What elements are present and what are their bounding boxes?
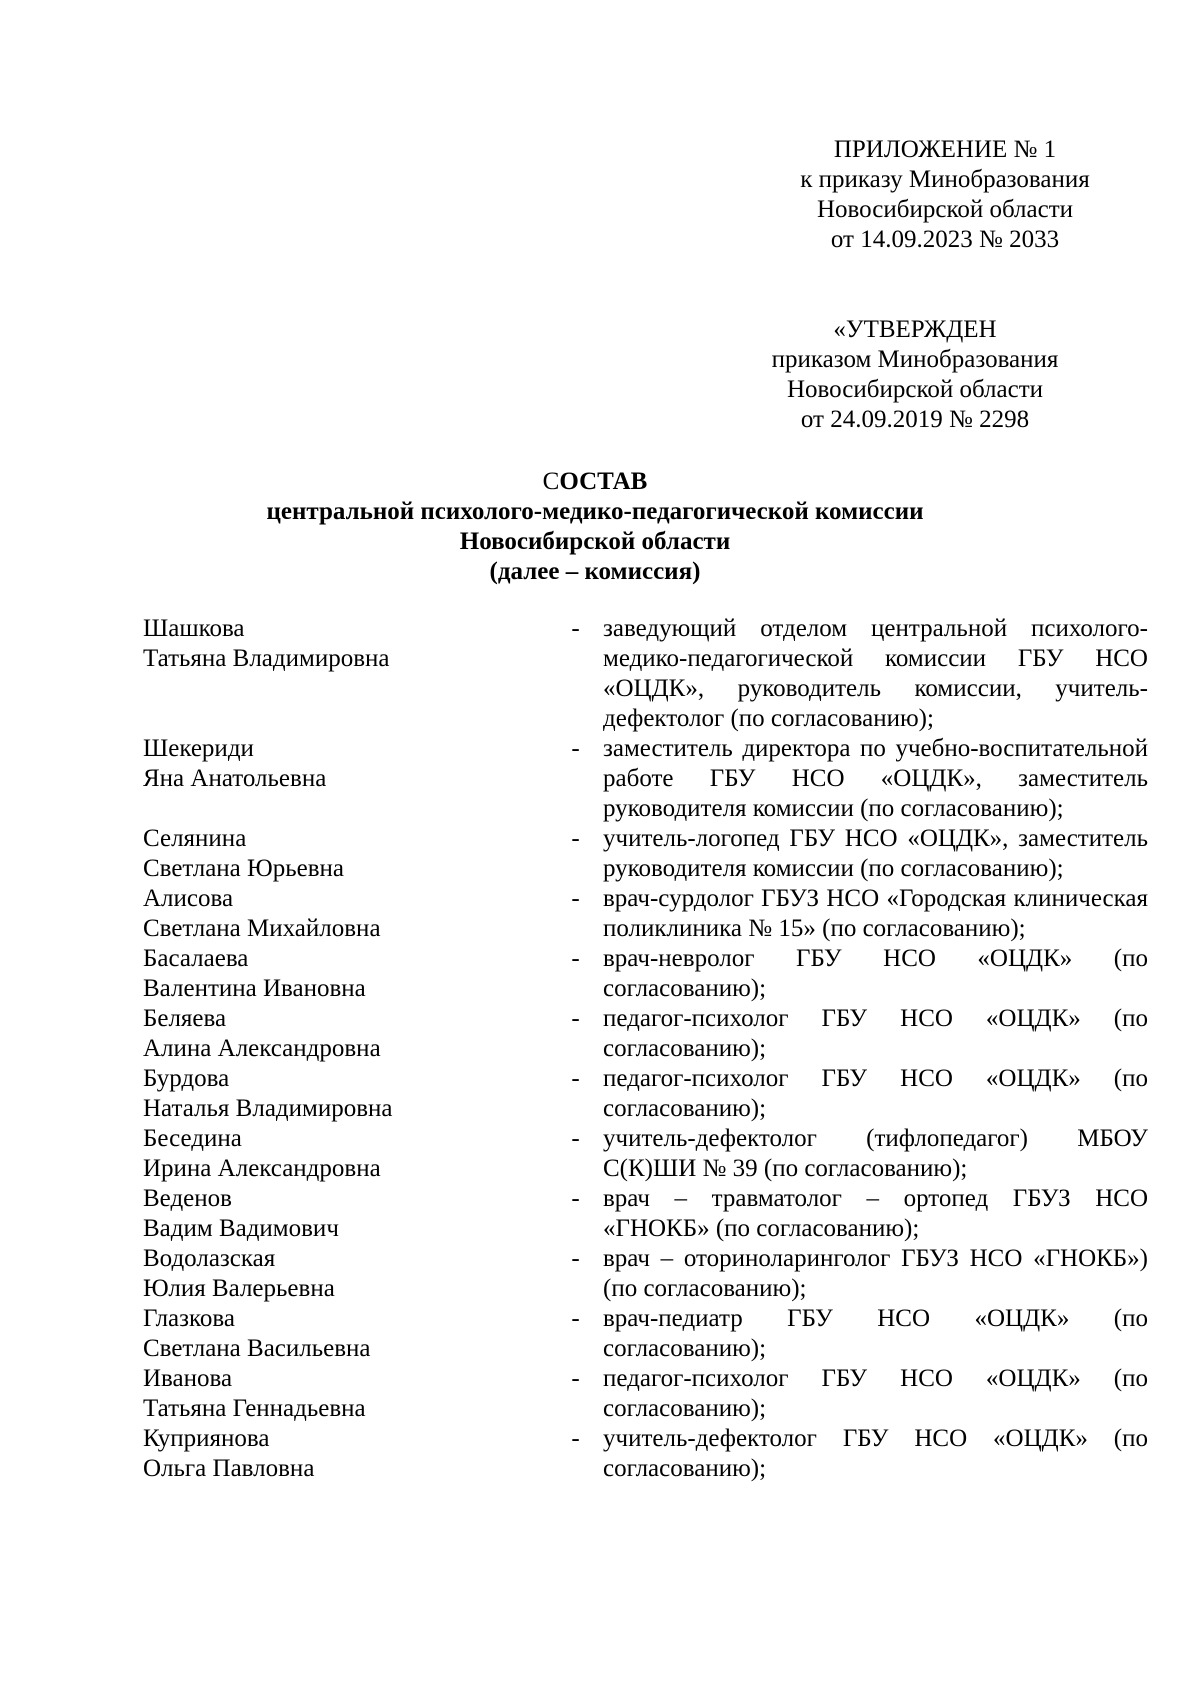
document-heading	[145, 467, 1045, 587]
member-dash: -	[571, 1425, 580, 1452]
appendix-order-ref: к приказу Минобразования	[800, 166, 1090, 193]
member-given-name: Ольга Павловна	[143, 1455, 315, 1482]
heading-title-initial: С	[542, 468, 560, 495]
member-dash: -	[571, 1005, 580, 1032]
member-surname: Беседина	[143, 1125, 242, 1152]
member-name	[143, 944, 543, 1004]
member-surname: Веденов	[143, 1185, 232, 1212]
member-given-name: Алина Александровна	[143, 1035, 381, 1062]
member-name	[143, 1124, 543, 1184]
approval-order-ref: приказом Минобразования	[771, 346, 1059, 373]
member-name	[143, 1244, 543, 1304]
member-name	[143, 1064, 543, 1124]
member-surname: Басалаева	[143, 945, 249, 972]
member-given-name: Яна Анатольевна	[143, 765, 327, 792]
heading-note: (далее – комиссия)	[489, 558, 701, 585]
member-name	[143, 1304, 543, 1364]
appendix-date: от 14.09.2023 № 2033	[830, 226, 1060, 253]
member-row	[143, 944, 1148, 1004]
member-row	[143, 884, 1148, 944]
member-surname: Водолазская	[143, 1245, 276, 1272]
member-surname: Шекериди	[143, 735, 254, 762]
appendix-block	[755, 135, 1135, 255]
member-given-name: Наталья Владимировна	[143, 1095, 393, 1122]
member-role: врач – травматолог – ортопед ГБУЗ НСО «ГНОКБ» (по согласованию);	[603, 1185, 1148, 1242]
member-dash: -	[571, 825, 580, 852]
member-surname: Куприянова	[143, 1425, 270, 1452]
member-surname: Селянина	[143, 825, 247, 852]
heading-title-rest: ОСТАВ	[559, 468, 648, 495]
appendix-region: Новосибирской области	[816, 196, 1074, 223]
member-name	[143, 1184, 543, 1244]
member-given-name: Светлана Михайловна	[143, 915, 381, 942]
member-name	[143, 1424, 543, 1484]
member-given-name: Юлия Валерьевна	[143, 1275, 335, 1302]
member-name	[143, 614, 543, 674]
member-given-name: Вадим Вадимович	[143, 1215, 339, 1242]
member-name	[143, 824, 543, 884]
member-surname: Беляева	[143, 1005, 227, 1032]
member-dash: -	[571, 1185, 580, 1212]
member-row	[143, 614, 1148, 734]
member-name	[143, 884, 543, 944]
approval-date: от 24.09.2019 № 2298	[800, 406, 1030, 433]
member-row	[143, 1064, 1148, 1124]
member-row	[143, 1304, 1148, 1364]
member-dash: -	[571, 1365, 580, 1392]
member-row	[143, 1004, 1148, 1064]
member-row	[143, 734, 1148, 824]
approval-region: Новосибирской области	[786, 376, 1044, 403]
member-given-name: Светлана Юрьевна	[143, 855, 345, 882]
heading-region: Новосибирской области	[459, 528, 731, 555]
member-role: заместитель директора по учебно-воспитательной работе ГБУ НСО «ОЦДК», заместитель руководителя комиссии (по согласованию);	[603, 735, 1148, 822]
member-role: врач-сурдолог ГБУЗ НСО «Городская клиническая поликлиника № 15» (по согласованию);	[603, 885, 1148, 942]
member-surname: Шашкова	[143, 615, 245, 642]
member-row	[143, 1244, 1148, 1304]
heading-commission-name: центральной психолого-медико-педагогической комиссии	[266, 498, 924, 525]
member-dash: -	[571, 945, 580, 972]
member-given-name: Светлана Васильевна	[143, 1335, 371, 1362]
appendix-number: ПРИЛОЖЕНИЕ № 1	[833, 136, 1057, 163]
member-role: учитель-логопед ГБУ НСО «ОЦДК», заместитель руководителя комиссии (по согласованию);	[603, 825, 1148, 882]
member-row	[143, 824, 1148, 884]
member-dash: -	[571, 1125, 580, 1152]
member-row	[143, 1184, 1148, 1244]
member-name	[143, 1004, 543, 1064]
member-role: учитель-дефектолог (тифлопедагог) МБОУ С(К)ШИ № 39 (по согласованию);	[603, 1125, 1148, 1182]
member-role: врач-невролог ГБУ НСО «ОЦДК» (по согласованию);	[603, 945, 1148, 1002]
member-dash: -	[571, 615, 580, 642]
member-role: врач-педиатр ГБУ НСО «ОЦДК» (по согласованию);	[603, 1305, 1148, 1362]
member-dash: -	[571, 1245, 580, 1272]
member-role: учитель-дефектолог ГБУ НСО «ОЦДК» (по согласованию);	[603, 1425, 1148, 1482]
member-surname: Бурдова	[143, 1065, 230, 1092]
member-name	[143, 1364, 543, 1424]
member-dash: -	[571, 735, 580, 762]
approval-title: «УТВЕРЖДЕН	[833, 316, 997, 343]
member-dash: -	[571, 1305, 580, 1332]
members-list	[143, 614, 1148, 1484]
member-name	[143, 734, 543, 794]
member-given-name: Ирина Александровна	[143, 1155, 381, 1182]
member-role: врач – оториноларинголог ГБУЗ НСО «ГНОКБ») (по согласованию);	[603, 1245, 1148, 1302]
member-role: педагог-психолог ГБУ НСО «ОЦДК» (по согласованию);	[603, 1005, 1148, 1062]
heading-title	[145, 467, 1045, 497]
member-surname: Иванова	[143, 1365, 233, 1392]
member-row	[143, 1124, 1148, 1184]
member-row	[143, 1364, 1148, 1424]
member-given-name: Татьяна Владимировна	[143, 645, 390, 672]
member-dash: -	[571, 1065, 580, 1092]
member-surname: Алисова	[143, 885, 234, 912]
member-given-name: Татьяна Геннадьевна	[143, 1395, 366, 1422]
member-row	[143, 1424, 1148, 1484]
member-role: педагог-психолог ГБУ НСО «ОЦДК» (по согласованию);	[603, 1365, 1148, 1422]
member-dash: -	[571, 885, 580, 912]
member-role: заведующий отделом центральной психолого-медико-педагогической комиссии ГБУ НСО «ОЦДК», руководитель комиссии, учитель-дефектолог (по согласованию);	[603, 615, 1148, 732]
approval-block	[755, 315, 1075, 435]
member-given-name: Валентина Ивановна	[143, 975, 366, 1002]
member-surname: Глазкова	[143, 1305, 235, 1332]
member-role: педагог-психолог ГБУ НСО «ОЦДК» (по согласованию);	[603, 1065, 1148, 1122]
